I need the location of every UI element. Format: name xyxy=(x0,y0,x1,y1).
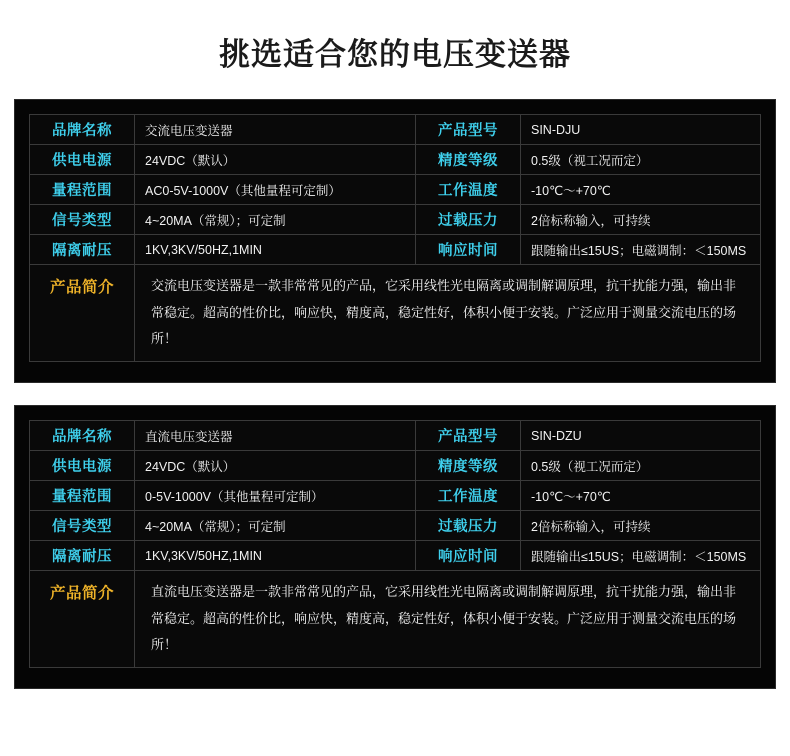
row-value-signal-type: 4~20MA（常规）；可定制 xyxy=(135,205,416,235)
row-value-brand-name: 交流电压变送器 xyxy=(135,115,416,145)
row-value-overload-pressure: 2倍标称输入，可持续 xyxy=(521,205,761,235)
spec-table xyxy=(29,114,761,362)
table-row xyxy=(30,481,761,511)
row-label-isolation-voltage: 隔离耐压 xyxy=(30,541,135,571)
table-row xyxy=(30,145,761,175)
row-label-overload-pressure: 过载压力 xyxy=(416,205,521,235)
row-value-response-time: 跟随输出≤15US；电磁调制：＜150MS xyxy=(521,541,761,571)
row-value-brand-name: 直流电压变送器 xyxy=(135,421,416,451)
row-value-product-model: SIN-DZU xyxy=(521,421,761,451)
row-value-range: AC0-5V-1000V（其他量程可定制） xyxy=(135,175,416,205)
row-value-isolation-voltage: 1KV,3KV/50HZ,1MIN xyxy=(135,541,416,571)
row-value-range: 0-5V-1000V（其他量程可定制） xyxy=(135,481,416,511)
spec-card-ac-voltage-transmitter xyxy=(14,99,776,383)
row-value-power-supply: 24VDC（默认） xyxy=(135,145,416,175)
row-label-accuracy-class: 精度等级 xyxy=(416,145,521,175)
row-value-product-introduction: 直流电压变送器是一款非常常见的产品，它采用线性光电隔离或调制解调原理，抗干扰能力强，输出非常稳定。超高的性价比，响应快，精度高，稳定性好，体积小便于安装。广泛应用于测量交流电压的场所！ xyxy=(135,571,761,668)
row-label-product-introduction: 产品简介 xyxy=(30,265,135,362)
row-value-power-supply: 24VDC（默认） xyxy=(135,451,416,481)
table-row xyxy=(30,115,761,145)
row-label-brand-name: 品牌名称 xyxy=(30,421,135,451)
spec-table xyxy=(29,420,761,668)
row-value-response-time: 跟随输出≤15US；电磁调制：＜150MS xyxy=(521,235,761,265)
row-value-signal-type: 4~20MA（常规）；可定制 xyxy=(135,511,416,541)
row-value-working-temperature: -10℃～+70℃ xyxy=(521,481,761,511)
row-value-accuracy-class: 0.5级（视工况而定） xyxy=(521,451,761,481)
table-row xyxy=(30,421,761,451)
row-label-response-time: 响应时间 xyxy=(416,541,521,571)
table-row xyxy=(30,451,761,481)
table-row xyxy=(30,541,761,571)
row-label-working-temperature: 工作温度 xyxy=(416,481,521,511)
row-label-overload-pressure: 过载压力 xyxy=(416,511,521,541)
table-row-introduction xyxy=(30,571,761,668)
row-value-product-model: SIN-DJU xyxy=(521,115,761,145)
row-value-accuracy-class: 0.5级（视工况而定） xyxy=(521,145,761,175)
row-label-brand-name: 品牌名称 xyxy=(30,115,135,145)
card-bottom-spacer xyxy=(29,362,761,368)
row-label-accuracy-class: 精度等级 xyxy=(416,451,521,481)
row-label-product-model: 产品型号 xyxy=(416,115,521,145)
table-row xyxy=(30,205,761,235)
row-label-range: 量程范围 xyxy=(30,175,135,205)
row-label-response-time: 响应时间 xyxy=(416,235,521,265)
table-row-introduction xyxy=(30,265,761,362)
row-value-overload-pressure: 2倍标称输入，可持续 xyxy=(521,511,761,541)
row-value-working-temperature: -10℃～+70℃ xyxy=(521,175,761,205)
page-title: 挑选适合您的电压变送器 xyxy=(219,37,571,72)
row-value-product-introduction: 交流电压变送器是一款非常常见的产品，它采用线性光电隔离或调制解调原理，抗干扰能力强，输出非常稳定。超高的性价比，响应快，精度高，稳定性好，体积小便于安装。广泛应用于测量交流电压的场所！ xyxy=(135,265,761,362)
table-row xyxy=(30,175,761,205)
row-label-power-supply: 供电电源 xyxy=(30,145,135,175)
row-value-isolation-voltage: 1KV,3KV/50HZ,1MIN xyxy=(135,235,416,265)
row-label-product-model: 产品型号 xyxy=(416,421,521,451)
card-bottom-spacer xyxy=(29,668,761,674)
table-row xyxy=(30,511,761,541)
row-label-signal-type: 信号类型 xyxy=(30,205,135,235)
row-label-isolation-voltage: 隔离耐压 xyxy=(30,235,135,265)
table-row xyxy=(30,235,761,265)
row-label-range: 量程范围 xyxy=(30,481,135,511)
row-label-signal-type: 信号类型 xyxy=(30,511,135,541)
row-label-working-temperature: 工作温度 xyxy=(416,175,521,205)
row-label-product-introduction: 产品简介 xyxy=(30,571,135,668)
spec-card-dc-voltage-transmitter xyxy=(14,405,776,689)
row-label-power-supply: 供电电源 xyxy=(30,451,135,481)
